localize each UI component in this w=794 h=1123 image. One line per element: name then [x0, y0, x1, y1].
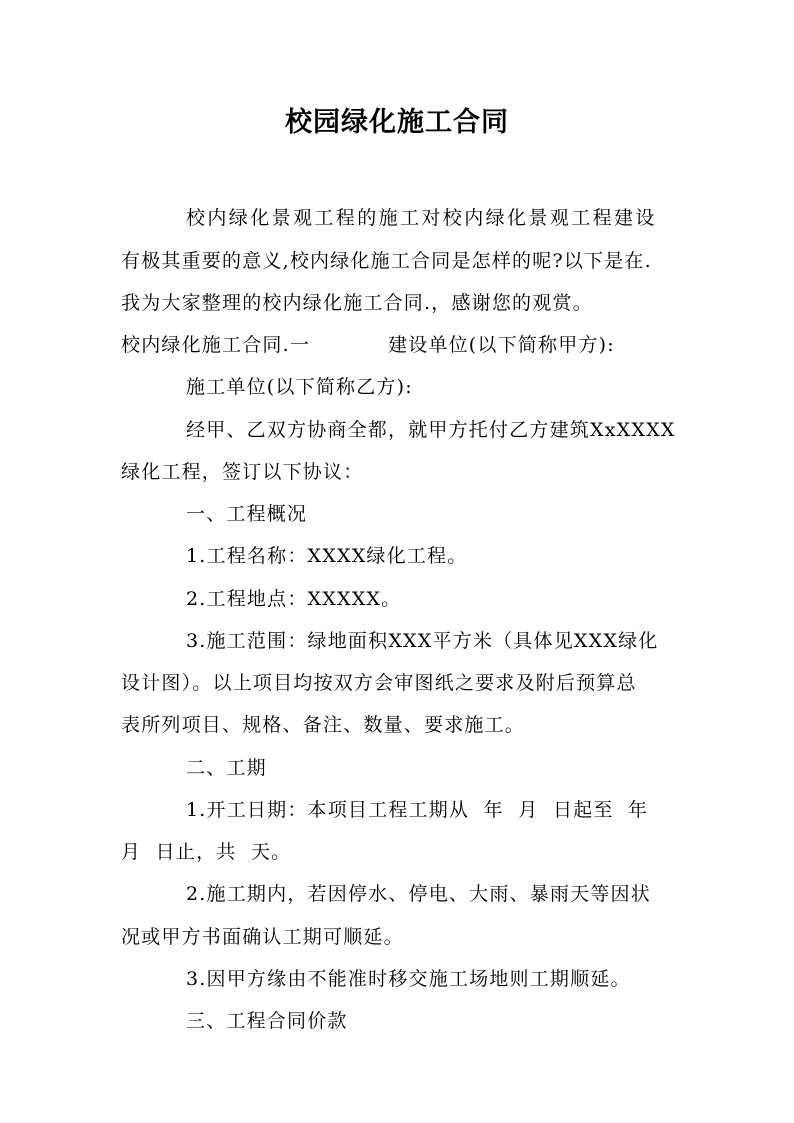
paragraph-line: 有极其重要的意义,校内绿化施工合同是怎样的呢?以下是在.: [121, 250, 652, 272]
paragraph-line: 校内绿化景观工程的施工对校内绿化景观工程建设: [186, 207, 657, 229]
document-title: 校园绿化施工合同: [285, 107, 509, 138]
paragraph-line: 表所列项目、规格、备注、数量、要求施工。: [121, 714, 526, 736]
section-heading: 二、工期: [186, 757, 267, 779]
paragraph-line: 经甲、乙双方协商全都，就甲方托付乙方建筑XxXXXX: [186, 419, 676, 441]
section-heading: 一、工程概况: [186, 503, 308, 525]
paragraph-line: 月 日止，共 天。: [121, 841, 292, 863]
paragraph-line: 施工单位(以下简称乙方):: [186, 376, 413, 398]
paragraph-line: 设计图）。以上项目均按双方会审图纸之要求及附后预算总: [121, 672, 637, 694]
paragraph-line: 2.工程地点：XXXXX。: [186, 588, 402, 610]
paragraph-line: 建设单位(以下简称甲方):: [388, 334, 615, 356]
paragraph-line: 3.因甲方缘由不能准时移交施工场地则工期顺延。: [186, 968, 631, 990]
paragraph-line: 我为大家整理的校内绿化施工合同.，感谢您的观赏。: [121, 292, 593, 314]
paragraph-line: 绿化工程，签订以下协议：: [121, 461, 364, 483]
paragraph-line: 校内绿化施工合同.一: [121, 334, 311, 356]
paragraph-line: 1.工程名称：XXXX绿化工程。: [186, 545, 468, 567]
paragraph-line: 况或甲方书面确认工期可顺延。: [121, 926, 404, 948]
section-heading: 三、工程合同价款: [186, 1010, 348, 1032]
paragraph-line: 1.开工日期：本项目工程工期从 年 月 日起至 年: [186, 799, 649, 821]
paragraph-line: 3.施工范围：绿地面积XXX平方米（具体见XXX绿化: [186, 630, 659, 652]
paragraph-line: 2.施工期内，若因停水、停电、大雨、暴雨天等因状: [186, 883, 651, 905]
